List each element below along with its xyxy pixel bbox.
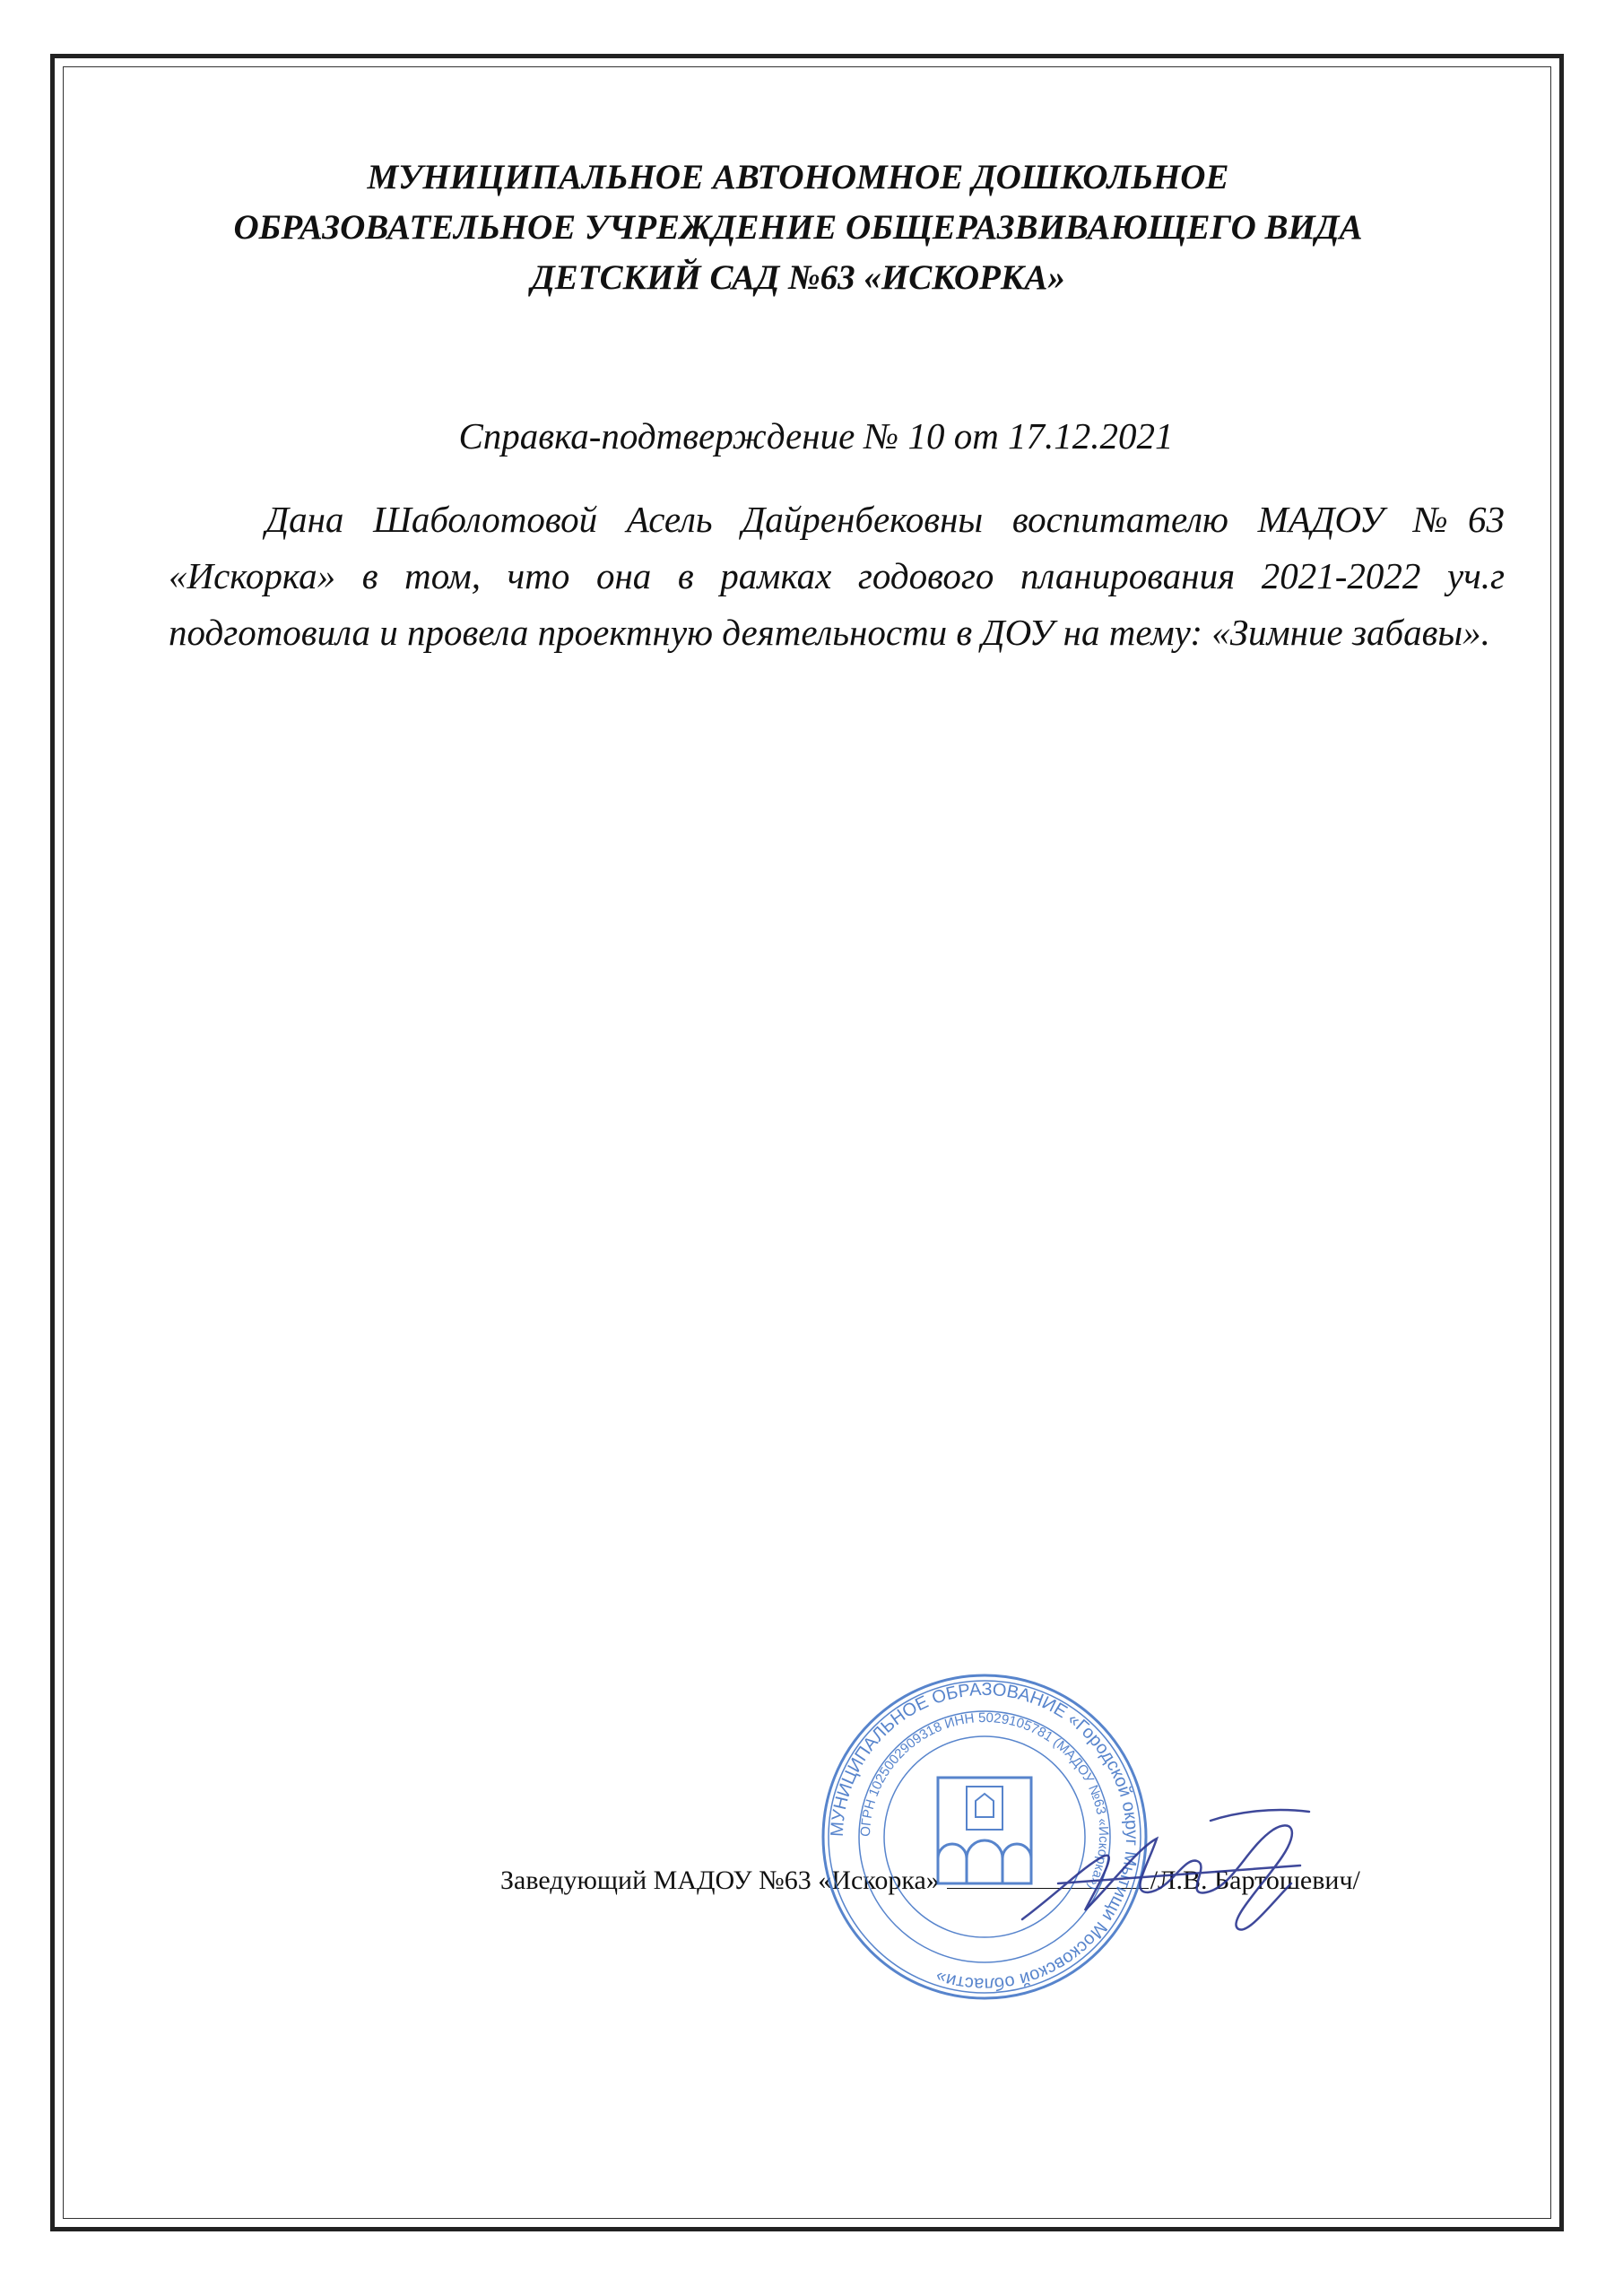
signatory-position: Заведующий МАДОУ №63 «Искорка» [500, 1866, 940, 1895]
stamp-outer-text: МУНИЦИПАЛЬНОЕ ОБРАЗОВАНИЕ «Городской округ Мытищи Московской области» [827, 1679, 1142, 1995]
document-body: Дана Шаболотовой Асель Дайренбековны воспитателю МАДОУ №63 «Искорка» в том, что она в рамках годового планирования 2021-2022 уч.г подготовила и провела проектную деятельности в ДОУ на тему: «Зимние забавы». [169, 499, 1505, 653]
stamp-inner-text: ОГРН 1025002909318 ИНН 5029105781 (МАДОУ №63 «Искорка») [857, 1709, 1112, 1893]
header-line-2: ОБРАЗОВАТЕЛЬНОЕ УЧРЕЖДЕНИЕ ОБЩЕРАЗВИВАЮЩЕГО ВИДА [233, 208, 1363, 247]
handwritten-signature [1004, 1794, 1345, 1946]
organization-header [161, 152, 1435, 303]
header-line-1: МУНИЦИПАЛЬНОЕ АВТОНОМНОЕ ДОШКОЛЬНОЕ [367, 158, 1229, 196]
header-line-3: ДЕТСКИЙ САД №63 «ИСКОРКА» [531, 258, 1065, 297]
document-title: Справка-подтверждение № 10 от 17.12.2021 [458, 415, 1174, 457]
signatory-name: /Л.В. Бартошевич/ [1150, 1866, 1360, 1895]
